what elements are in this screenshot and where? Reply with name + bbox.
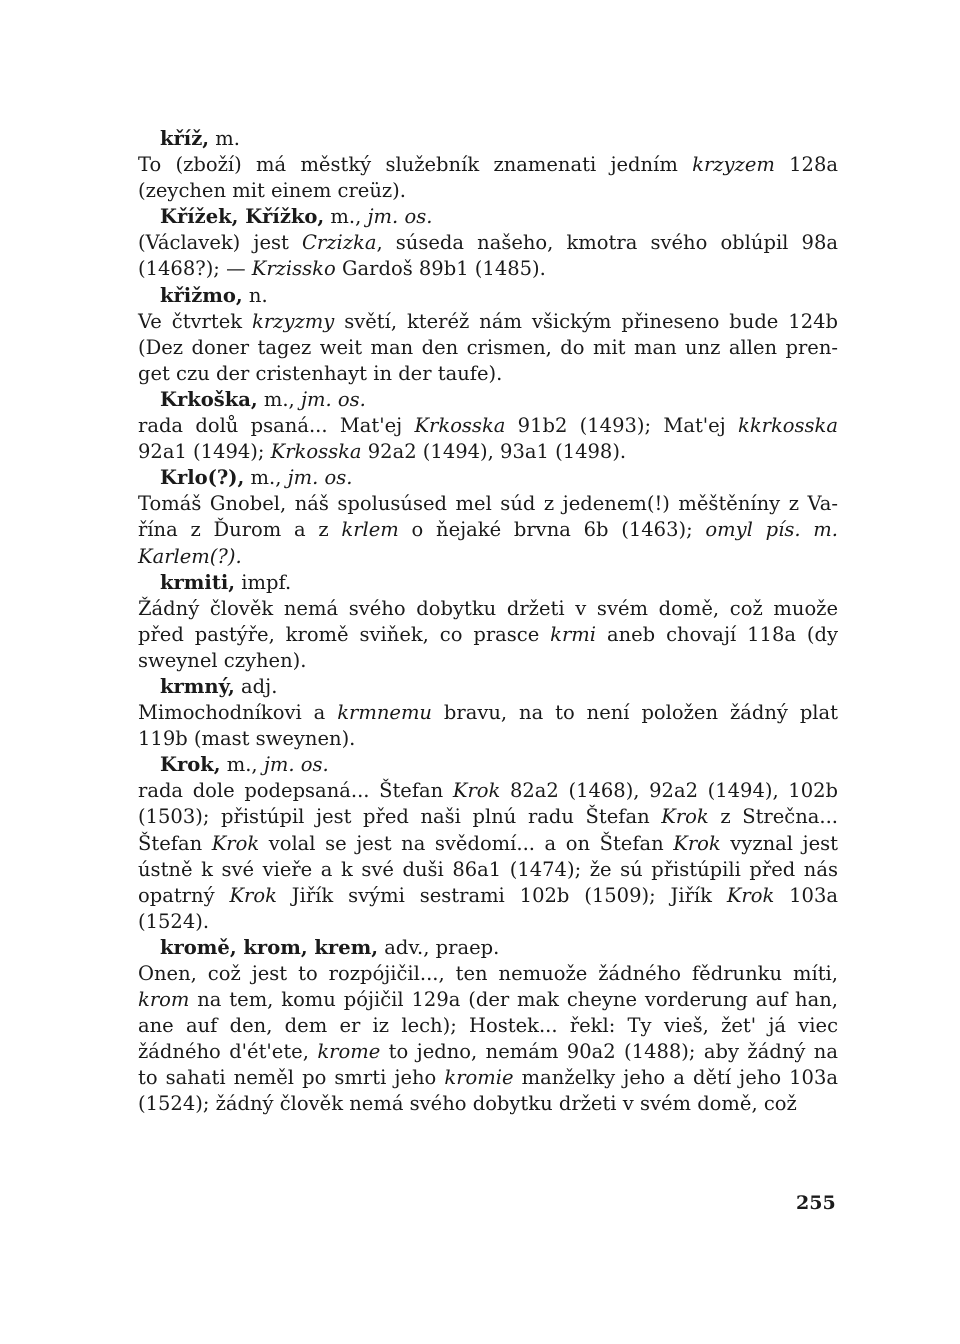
dictionary-entry xyxy=(138,674,838,752)
entry-headword: krmiti, xyxy=(160,570,236,594)
citation-line: (1468?); — Krzissko Gardoš 89b1 (1485). xyxy=(138,257,546,281)
entry-headword: Krkoška, xyxy=(160,387,258,411)
entry-citation xyxy=(138,152,838,204)
entry-grammar: m., jm. os. xyxy=(257,387,366,411)
dictionary-entry xyxy=(138,465,838,569)
entry-headword-line xyxy=(138,126,838,152)
citation-line: (1503); přistúpil jest před naši plnú radu Štefan Krok z Strečna... xyxy=(138,805,838,829)
entry-citation xyxy=(138,230,838,282)
dictionary-entry xyxy=(138,283,838,387)
dictionary-entry xyxy=(138,752,838,935)
citation-line: Žádný člověk nemá svého dobytku držeti v svém domě, což muože xyxy=(138,596,838,620)
citation-line: to sahati neměl po smrti jeho kromie manželky jeho a dětí jeho 103a xyxy=(138,1066,838,1090)
entry-headword-line xyxy=(138,935,838,961)
dictionary-entry xyxy=(138,387,838,465)
citation-line: Štefan Krok volal se jest na svědomí... a on Štefan Krok vyznal jest xyxy=(138,831,838,855)
entry-headword: Křížek, Křížko, xyxy=(160,205,325,229)
entry-headword: Krok, xyxy=(160,753,221,777)
entry-headword-line xyxy=(138,387,838,413)
entry-headword-line xyxy=(138,570,838,596)
citation-line: před pastýře, kromě sviňek, co prasce krmi aneb chovají 118a (dy xyxy=(138,622,838,646)
entry-headword: kříž, xyxy=(160,127,210,150)
dictionary-entry xyxy=(138,935,838,1118)
entry-grammar: adj. xyxy=(234,674,278,698)
entry-citation xyxy=(138,309,838,387)
entry-headword: Krlo(?), xyxy=(160,466,245,490)
entry-grammar: m., jm. os. xyxy=(220,753,329,777)
citation-line: To (zboží) má městký služebník znamenati jedním krzyzem 128a xyxy=(138,153,838,177)
entry-headword-line xyxy=(138,204,838,230)
entry-grammar: n. xyxy=(242,283,268,307)
citation-line: (zeychen mit einem creüz). xyxy=(138,179,406,203)
citation-line: (1524); žádný člověk nemá svého dobytku držeti v svém domě, což xyxy=(138,1092,797,1116)
citation-line: Karlem(?). xyxy=(138,544,242,568)
citation-line: (1524). xyxy=(138,909,210,933)
citation-line: krom na tem, komu pójičil 129a (der mak cheyne vorderung auf han, xyxy=(138,988,838,1012)
entry-citation xyxy=(138,596,838,674)
entry-citation xyxy=(138,700,838,752)
entry-headword-line xyxy=(138,465,838,491)
entry-headword-line xyxy=(138,674,838,700)
dictionary-entry xyxy=(138,204,838,282)
citation-line: ústně k své vieře a k své duši 86a1 (1474); že sú přistúpili před nás xyxy=(138,857,838,881)
entry-grammar: m. xyxy=(209,127,240,150)
citation-line: Ve čtvrtek krzyzmy světí, kteréž nám všickým přineseno bude 124b xyxy=(138,309,838,333)
page-number: 255 xyxy=(796,1192,836,1214)
entry-headword-line xyxy=(138,752,838,778)
citation-line: 119b (mast sweynen). xyxy=(138,727,356,751)
entry-citation xyxy=(138,778,838,935)
entry-headword-line xyxy=(138,283,838,309)
citation-line: 92a1 (1494); Krkosska 92a2 (1494), 93a1 (1498). xyxy=(138,440,627,464)
entry-headword: křižmo, xyxy=(160,283,243,307)
entry-citation xyxy=(138,961,838,1118)
citation-line: řína z Ďurom a z krlem o ňejaké brvna 6b (1463); omyl pís. m. xyxy=(138,518,838,542)
citation-line: Mimochodníkovi a krmnemu bravu, na to není položen žádný plat xyxy=(138,701,839,725)
citation-line: (Václavek) jest Crzizka, súseda našeho, kmotra svého oblúpil 98a xyxy=(138,231,838,255)
citation-line: žádného d'ét'ete, krome to jedno, nemám 90a2 (1488); aby žádný na xyxy=(138,1040,838,1064)
entry-grammar: impf. xyxy=(235,570,292,594)
entry-headword: krmný, xyxy=(160,674,235,698)
entry-grammar: m., jm. os. xyxy=(324,205,433,229)
dictionary-entry xyxy=(138,570,838,674)
citation-line: (Dez doner tagez weit man den crismen, do mit man unz allen pren- xyxy=(138,335,838,359)
entry-grammar: m., jm. os. xyxy=(244,466,353,490)
citation-line: sweynel czyhen). xyxy=(138,648,307,672)
citation-line: rada dolů psaná... Mat'ej Krkosska 91b2 (1493); Mat'ej kkrkosska xyxy=(138,414,838,438)
entry-grammar: adv., praep. xyxy=(378,935,500,959)
dictionary-entry xyxy=(138,126,838,204)
entry-citation xyxy=(138,491,838,569)
entry-citation xyxy=(138,413,838,465)
citation-line: rada dole podepsaná... Štefan Krok 82a2 (1468), 92a2 (1494), 102b xyxy=(138,779,838,803)
dictionary-page xyxy=(138,126,838,1118)
citation-line: Tomáš Gnobel, náš spolusúsed mel súd z jedenem(!) měštěníny z Va- xyxy=(138,492,838,516)
entry-headword: kromě, krom, krem, xyxy=(160,935,379,959)
citation-line: ane auf den, dem er iz lech); Hostek... řekl: Ty vieš, žet' já viec xyxy=(138,1014,838,1038)
citation-line: Onen, což jest to rozpójičil..., ten nemuože žádného fědrunku míti, xyxy=(138,962,838,985)
citation-line: opatrný Krok Jiřík svými sestrami 102b (1509); Jiřík Krok 103a xyxy=(138,883,838,907)
citation-line: get czu der cristenhayt in der taufe). xyxy=(138,361,503,385)
